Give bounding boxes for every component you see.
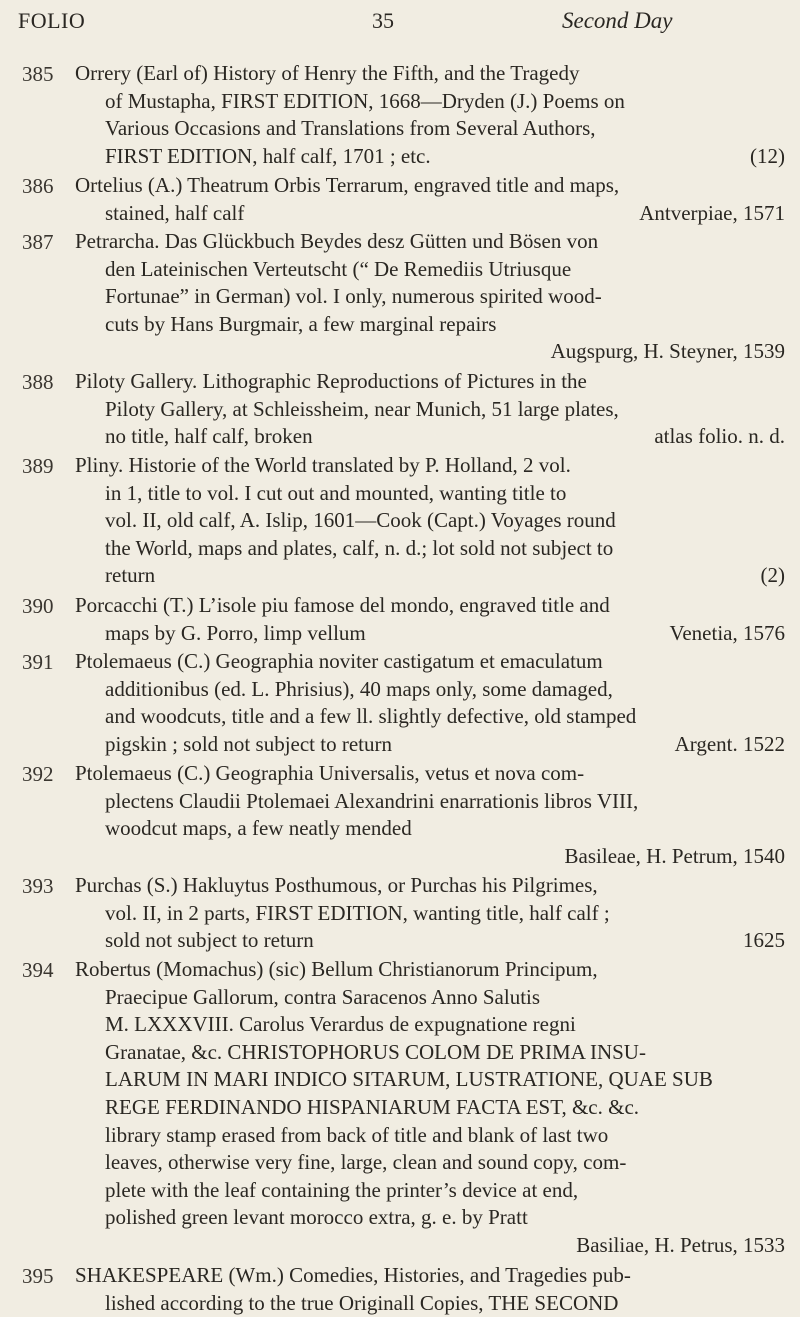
header-folio: FOLIO [18,8,86,33]
lot-number: 387 [22,230,54,254]
lot-description: Purchas (S.) Hakluytus Posthumous, or Purchas his Pilgrimes, vol. II, in 2 parts, FIRST EDITION, wanting title, half calf ; sold not subject to return 1625 [75,873,785,953]
lot-number: 388 [22,370,54,394]
lot-number: 386 [22,174,54,198]
lot-description: SHAKESPEARE (Wm.) Comedies, Histories, and Tragedies pub- lished according to the true Originall Copies, THE SECOND [75,1263,631,1315]
lot-number: 393 [22,874,54,898]
lot-number: 385 [22,62,54,86]
lot-number: 392 [22,762,54,786]
lot-description: Ptolemaeus (C.) Geographia noviter castigatum et emaculatum additionibus (ed. L. Phrisius), 40 maps only, some damaged, and woodcuts, title and a few ll. slightly defective, old stamped pigskin ; sold not subject to return Argent. 1522 [75,649,785,756]
lot-description: Porcacchi (T.) L’isole piu famose del mondo, engraved title and maps by G. Porro, limp vellum Venetia, 1576 [75,593,785,645]
lot-number: 390 [22,594,54,618]
lot-number: 391 [22,650,54,674]
lot-number: 395 [22,1264,54,1288]
lot-description: Orrery (Earl of) History of Henry the Fifth, and the Tragedy of Mustapha, FIRST EDITION, 1668—Dryden (J.) Poems on Various Occasions and Translations from Several Authors, FIRST EDITION, half calf, 1701 ; etc. (12) [75,61,785,168]
lot-number: 394 [22,958,54,982]
lot-description: Ortelius (A.) Theatrum Orbis Terrarum, engraved title and maps, stained, half calf Antverpiae, 1571 [75,173,785,225]
lot-description: Petrarcha. Das Glückbuch Beydes desz Gütten und Bösen von den Lateinischen Verteutscht (“ De Remediis Utriusque Fortunae” in German) vol. I only, numerous spirited wood- cuts by Hans Burgmair, a few marginal repairs Augspurg, H. Steyner, 1539 [75,229,785,364]
lot-description: Robertus (Momachus) (sic) Bellum Christianorum Principum, Praecipue Gallorum, contra Saracenos Anno Salutis M. LXXXVIII. Carolus Verardus de expugnatione regni Granatae, &c. CHRISTOPHORUS COLOM DE PRIMA INSU- LARUM IN MARI INDICO SITARUM, LUSTRATIONE, QUAE SUB REGE FERDINANDO HISPANIARUM FACTA EST, &c. &c. library stamp erased from back of title and blank of last two leaves, otherwise very fine, large, clean and sound copy, com- plete with the leaf containing the printer’s device at end, polished green levant morocco extra, g. e. by Pratt Basiliae, H. Petrus, 1533 [75,957,785,1257]
header-day: Second Day [562,8,673,33]
lot-number: 389 [22,454,54,478]
lot-description: Piloty Gallery. Lithographic Reproductions of Pictures in the Piloty Gallery, at Schleissheim, near Munich, 51 large plates, no title, half calf, broken atlas folio. n. d. [75,369,785,449]
page-number: 35 [372,8,394,33]
lot-description: Ptolemaeus (C.) Geographia Universalis, vetus et nova com- plectens Claudii Ptolemaei Alexandrini enarrationis libros VIII, woodcut maps, a few neatly mended Basileae, H. Petrum, 1540 [75,761,785,868]
lot-description: Pliny. Historie of the World translated by P. Holland, 2 vol. in 1, title to vol. I cut out and mounted, wanting title to vol. II, old calf, A. Islip, 1601—Cook (Capt.) Voyages round the World, maps and plates, calf, n. d.; lot sold not subject to return (2) [75,453,785,588]
